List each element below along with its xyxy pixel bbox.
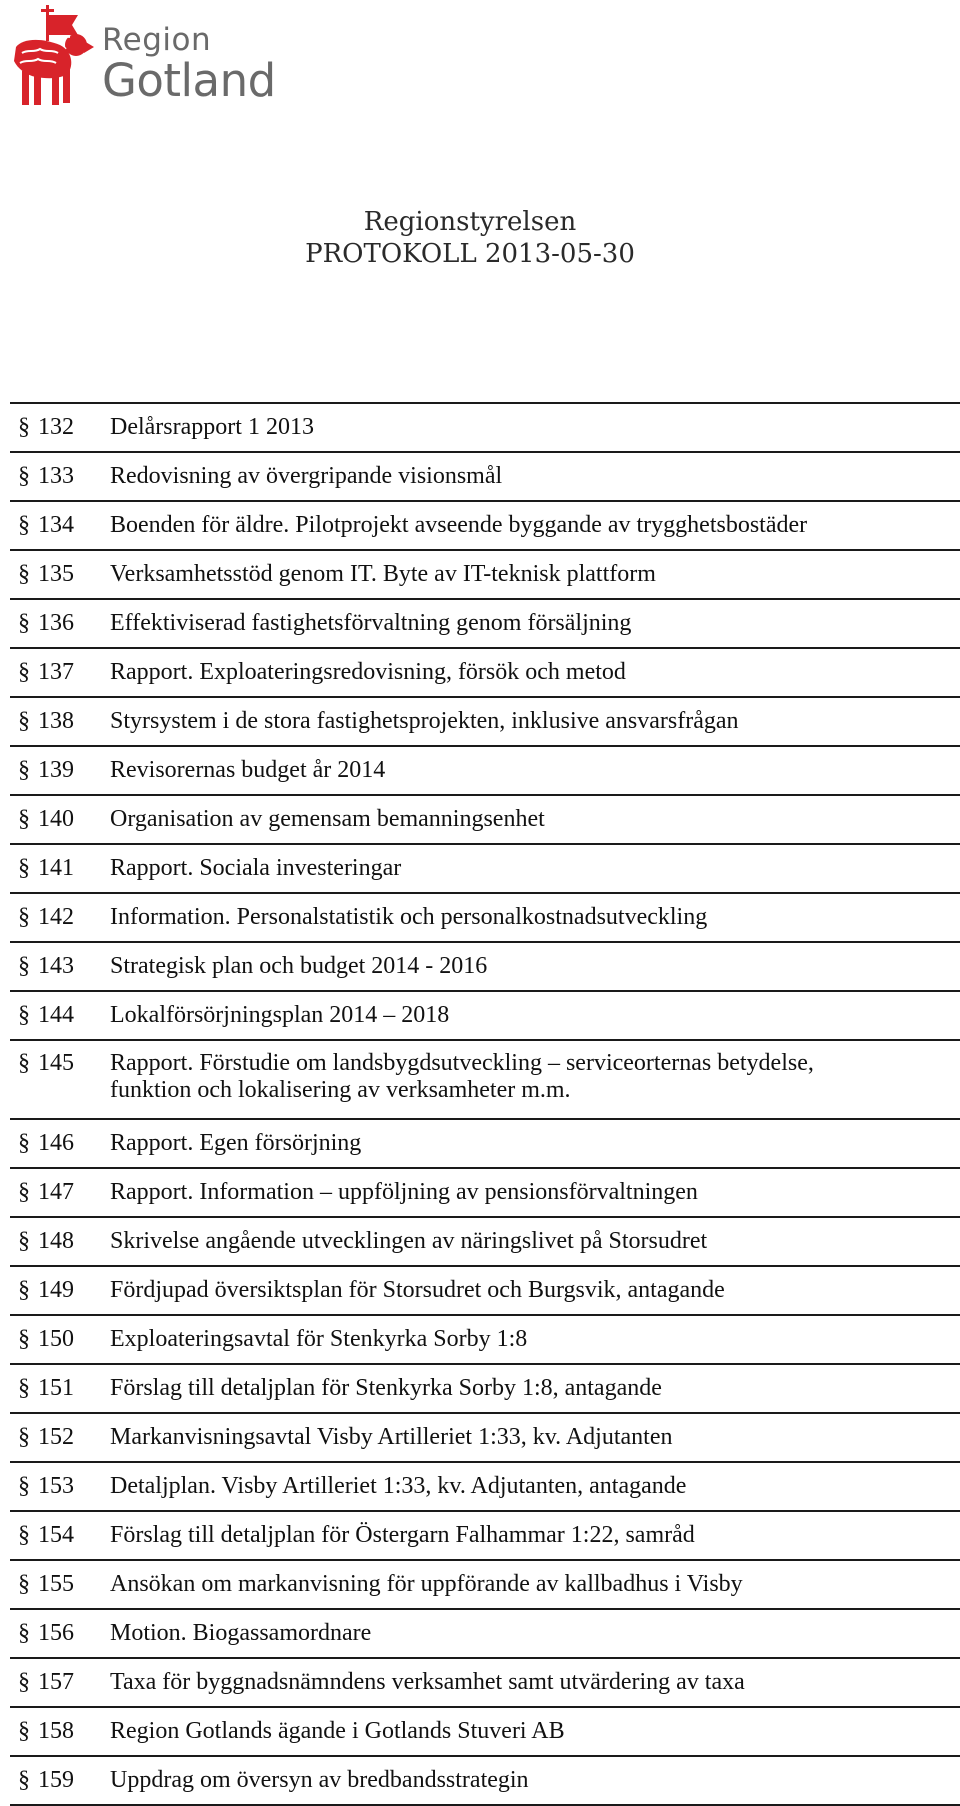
item-title: Förslag till detaljplan för Stenkyrka Sorby 1:8, antagande bbox=[110, 1375, 662, 1401]
paragraph-sign: § bbox=[18, 463, 30, 489]
item-number: 156 bbox=[38, 1620, 74, 1646]
item-number: 142 bbox=[38, 904, 74, 930]
item-title: Taxa för byggnadsnämndens verksamhet samt utvärdering av taxa bbox=[110, 1669, 745, 1695]
item-title: Verksamhetsstöd genom IT. Byte av IT-teknisk plattform bbox=[110, 561, 656, 587]
item-title: Exploateringsavtal för Stenkyrka Sorby 1:8 bbox=[110, 1326, 528, 1352]
paragraph-sign: § bbox=[18, 1050, 30, 1076]
paragraph-sign: § bbox=[18, 1571, 30, 1597]
item-number: 154 bbox=[38, 1522, 74, 1548]
item-number: 150 bbox=[38, 1326, 74, 1352]
paragraph-sign: § bbox=[18, 1620, 30, 1646]
agenda-item bbox=[10, 1414, 960, 1463]
agenda-item bbox=[10, 1659, 960, 1708]
agenda-item bbox=[10, 1561, 960, 1610]
agenda-item bbox=[10, 1463, 960, 1512]
item-number: 133 bbox=[38, 463, 74, 489]
paragraph-sign: § bbox=[18, 1669, 30, 1695]
logo-line-region: Region bbox=[102, 22, 212, 58]
agenda-item bbox=[10, 1708, 960, 1757]
item-title: Rapport. Sociala investeringar bbox=[110, 855, 402, 881]
item-title: Delårsrapport 1 2013 bbox=[110, 414, 314, 440]
item-title: Ansökan om markanvisning för uppförande av kallbadhus i Visby bbox=[110, 1571, 743, 1597]
item-title: Rapport. Egen försörjning bbox=[110, 1130, 362, 1156]
item-title: Revisorernas budget år 2014 bbox=[110, 757, 386, 783]
agenda-item bbox=[10, 796, 960, 845]
agenda-item bbox=[10, 943, 960, 992]
agenda-item bbox=[10, 1169, 960, 1218]
item-title: Redovisning av övergripande visionsmål bbox=[110, 463, 503, 489]
item-number: 136 bbox=[38, 610, 74, 636]
item-title: Region Gotlands ägande i Gotlands Stuveri AB bbox=[110, 1718, 565, 1744]
item-number: 143 bbox=[38, 953, 74, 979]
paragraph-sign: § bbox=[18, 806, 30, 832]
agenda-item bbox=[10, 1365, 960, 1414]
agenda-item bbox=[10, 404, 960, 453]
item-number: 157 bbox=[38, 1669, 74, 1695]
paragraph-sign: § bbox=[18, 1522, 30, 1548]
logo-line-gotland: Gotland bbox=[102, 54, 276, 107]
agenda-item bbox=[10, 894, 960, 943]
agenda-item bbox=[10, 1267, 960, 1316]
region-gotland-logo bbox=[8, 3, 278, 111]
item-number: 132 bbox=[38, 414, 74, 440]
item-number: 158 bbox=[38, 1718, 74, 1744]
paragraph-sign: § bbox=[18, 855, 30, 881]
item-title: Boenden för äldre. Pilotprojekt avseende byggande av trygghetsbostäder bbox=[110, 512, 808, 538]
paragraph-sign: § bbox=[18, 1718, 30, 1744]
item-title: Information. Personalstatistik och personalkostnadsutveckling bbox=[110, 904, 708, 930]
item-number: 146 bbox=[38, 1130, 74, 1156]
agenda-item bbox=[10, 1120, 960, 1169]
agenda-item bbox=[10, 747, 960, 796]
agenda-item bbox=[10, 1316, 960, 1365]
item-number: 155 bbox=[38, 1571, 74, 1597]
item-number: 135 bbox=[38, 561, 74, 587]
paragraph-sign: § bbox=[18, 659, 30, 685]
agenda-item bbox=[10, 992, 960, 1041]
item-title: Skrivelse angående utvecklingen av näringslivet på Storsudret bbox=[110, 1228, 708, 1254]
paragraph-sign: § bbox=[18, 561, 30, 587]
organization-name: Regionstyrelsen bbox=[363, 207, 577, 237]
item-number: 138 bbox=[38, 708, 74, 734]
item-title: Lokalförsörjningsplan 2014 – 2018 bbox=[110, 1002, 450, 1028]
item-title: Organisation av gemensam bemanningsenhet bbox=[110, 806, 545, 832]
paragraph-sign: § bbox=[18, 757, 30, 783]
item-number: 159 bbox=[38, 1767, 74, 1793]
paragraph-sign: § bbox=[18, 904, 30, 930]
paragraph-sign: § bbox=[18, 1130, 30, 1156]
agenda-item bbox=[10, 502, 960, 551]
item-title: Förslag till detaljplan för Östergarn Falhammar 1:22, samråd bbox=[110, 1522, 695, 1548]
paragraph-sign: § bbox=[18, 610, 30, 636]
item-number: 145 bbox=[38, 1050, 74, 1076]
item-title: Fördjupad översiktsplan för Storsudret och Burgsvik, antagande bbox=[110, 1277, 725, 1303]
item-number: 140 bbox=[38, 806, 74, 832]
item-title: Uppdrag om översyn av bredbandsstrategin bbox=[110, 1767, 529, 1793]
item-title: Motion. Biogassamordnare bbox=[110, 1620, 372, 1646]
agenda-item bbox=[10, 600, 960, 649]
item-number: 139 bbox=[38, 757, 74, 783]
agenda-item bbox=[10, 1757, 960, 1806]
item-number: 137 bbox=[38, 659, 74, 685]
item-title: Styrsystem i de stora fastighetsprojekten, inklusive ansvarsfrågan bbox=[110, 708, 739, 734]
ram-icon bbox=[8, 3, 94, 109]
agenda-item bbox=[10, 649, 960, 698]
agenda-list bbox=[10, 402, 960, 1806]
item-title: Detaljplan. Visby Artilleriet 1:33, kv. Adjutanten, antagande bbox=[110, 1473, 687, 1499]
paragraph-sign: § bbox=[18, 1326, 30, 1352]
item-title: Rapport. Information – uppföljning av pensionsförvaltningen bbox=[110, 1179, 698, 1205]
item-number: 151 bbox=[38, 1375, 74, 1401]
item-title: Rapport. Förstudie om landsbygdsutveckling – serviceorternas betydelse, funktion och lokalisering av verksamheter m.m. bbox=[110, 1050, 814, 1103]
logo-wordmark bbox=[102, 22, 276, 107]
agenda-item bbox=[10, 845, 960, 894]
paragraph-sign: § bbox=[18, 1473, 30, 1499]
agenda-item bbox=[10, 1512, 960, 1561]
paragraph-sign: § bbox=[18, 512, 30, 538]
agenda-item bbox=[10, 1610, 960, 1659]
document-heading bbox=[0, 206, 940, 270]
paragraph-sign: § bbox=[18, 1375, 30, 1401]
item-number: 144 bbox=[38, 1002, 74, 1028]
item-number: 153 bbox=[38, 1473, 74, 1499]
agenda-item bbox=[10, 453, 960, 502]
item-title: Strategisk plan och budget 2014 - 2016 bbox=[110, 953, 488, 979]
agenda-item bbox=[10, 698, 960, 747]
item-title: Markanvisningsavtal Visby Artilleriet 1:33, kv. Adjutanten bbox=[110, 1424, 673, 1450]
paragraph-sign: § bbox=[18, 1277, 30, 1303]
agenda-item bbox=[10, 1041, 960, 1120]
paragraph-sign: § bbox=[18, 1179, 30, 1205]
item-number: 147 bbox=[38, 1179, 74, 1205]
paragraph-sign: § bbox=[18, 1767, 30, 1793]
item-number: 134 bbox=[38, 512, 74, 538]
paragraph-sign: § bbox=[18, 1002, 30, 1028]
item-title: Rapport. Exploateringsredovisning, försök och metod bbox=[110, 659, 626, 685]
item-title: Effektiviserad fastighetsförvaltning genom försäljning bbox=[110, 610, 632, 636]
paragraph-sign: § bbox=[18, 414, 30, 440]
agenda-item bbox=[10, 551, 960, 600]
item-number: 149 bbox=[38, 1277, 74, 1303]
paragraph-sign: § bbox=[18, 953, 30, 979]
paragraph-sign: § bbox=[18, 1424, 30, 1450]
item-number: 148 bbox=[38, 1228, 74, 1254]
item-number: 141 bbox=[38, 855, 74, 881]
agenda-item bbox=[10, 1218, 960, 1267]
protocol-title: PROTOKOLL 2013-05-30 bbox=[305, 239, 635, 269]
paragraph-sign: § bbox=[18, 1228, 30, 1254]
item-number: 152 bbox=[38, 1424, 74, 1450]
paragraph-sign: § bbox=[18, 708, 30, 734]
